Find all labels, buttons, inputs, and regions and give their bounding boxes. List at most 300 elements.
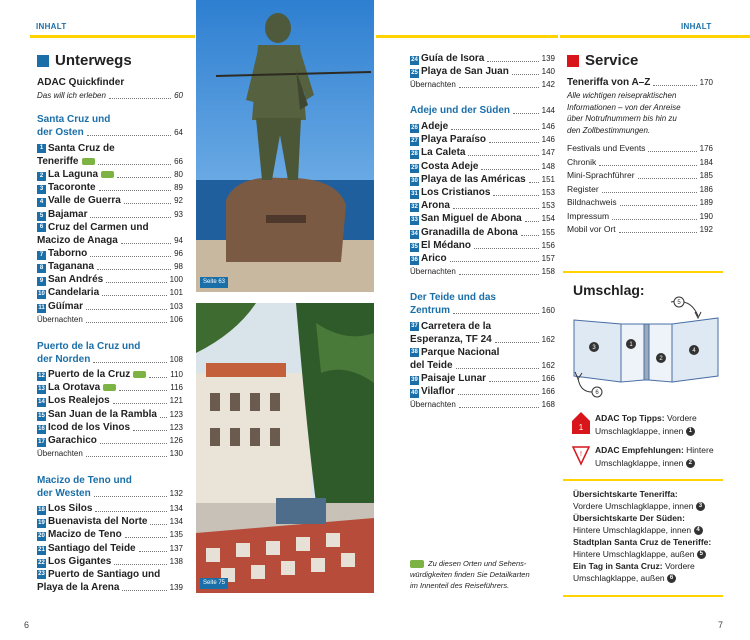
toc-entry[interactable] [37, 221, 183, 247]
entry-number: 12 [38, 373, 45, 379]
page-number: 189 [699, 198, 713, 207]
entry-number: 18 [38, 507, 45, 513]
page-number: 157 [541, 254, 555, 263]
header-rule-middle [376, 35, 558, 38]
entry-number: 1 [37, 144, 46, 153]
maps-list [573, 488, 723, 584]
red-square-icon [567, 55, 579, 67]
dot-leader [453, 208, 539, 209]
page-number: 184 [699, 157, 713, 167]
service-entry[interactable] [567, 196, 713, 209]
page-number: 166 [541, 374, 555, 383]
toc-entry[interactable] [410, 252, 555, 265]
toc-entry[interactable] [37, 408, 183, 421]
page-number: 185 [699, 171, 713, 180]
entry-label: Carretera de la [421, 321, 492, 332]
entry-number: 19 [38, 520, 45, 527]
entry-label: La Orotava [48, 382, 101, 394]
entry-number: 5 [37, 212, 46, 221]
az-row[interactable]: Teneriffa von A–Z 170 [567, 77, 713, 88]
section-title-text: Service [585, 52, 639, 69]
entry-number: 31 [411, 191, 418, 197]
dot-leader [468, 155, 538, 156]
page-number: 168 [541, 400, 555, 410]
dot-leader [459, 87, 539, 88]
service-entry[interactable] [567, 142, 713, 155]
page-number: 140 [541, 67, 555, 77]
entry-label: Güímar [48, 300, 84, 312]
quickfinder-title: ADAC Quickfinder [37, 77, 125, 88]
dot-leader [102, 295, 167, 296]
overview-row[interactable] [410, 79, 555, 91]
page-number: 130 [169, 449, 183, 459]
entry-label: Santa Cruz de [48, 143, 115, 154]
entry-label: Macizo de Anaga [37, 234, 118, 246]
page-number: 137 [169, 543, 183, 553]
page-number: 110 [170, 370, 183, 379]
right-divider-3 [563, 595, 723, 597]
header-rule-left [30, 35, 195, 38]
page-number-left: 6 [24, 620, 30, 630]
page-number: 66 [174, 157, 183, 166]
dot-leader [95, 511, 166, 512]
service-label: Register [567, 183, 599, 194]
dot-leader [450, 261, 539, 262]
photo-badge-top: Seite 63 [200, 277, 228, 288]
toc-entry[interactable] [37, 273, 183, 286]
dot-leader [100, 443, 167, 444]
toc-entry[interactable] [37, 368, 183, 381]
page-number: 123 [169, 422, 183, 432]
az-description: Alle wichtigen reisepraktischen Informationen – von der Anreise über Notrufnummern bis hin zu den Zollbestimmungen. [567, 91, 681, 135]
page-number: 126 [169, 436, 183, 445]
page-number: 148 [541, 161, 555, 171]
toc-entry[interactable] [37, 260, 183, 273]
section-title-unterwegs [37, 52, 132, 69]
header-label-left: INHALT [36, 22, 67, 31]
dot-leader [612, 219, 697, 220]
entry-label: San Juan de la Rambla [48, 408, 157, 420]
section-title-service [567, 52, 638, 69]
page-number: 89 [174, 183, 183, 193]
entry-label: Buenavista del Norte [48, 516, 148, 528]
overview-label: Übernachten [410, 400, 456, 410]
page-number: 116 [170, 383, 183, 393]
dot-leader [119, 390, 167, 391]
service-entry[interactable] [567, 169, 713, 182]
photo-badge-bottom: Seite 75 [200, 578, 228, 589]
dot-leader [529, 182, 539, 183]
dot-leader [451, 129, 538, 130]
section-title-text: Unterwegs [55, 52, 132, 69]
entry-label: Los Gigantes [48, 555, 112, 567]
service-entry[interactable] [567, 210, 713, 223]
toc-entry[interactable] [410, 372, 555, 385]
entry-number: 39 [411, 377, 418, 383]
toc-entry[interactable] [37, 381, 183, 394]
dot-leader [456, 368, 539, 369]
toc-entry[interactable] [37, 142, 183, 168]
toc-entry[interactable] [410, 160, 555, 173]
page-number: 153 [541, 188, 555, 197]
header-label-right: INHALT [681, 22, 712, 31]
toc-entry[interactable] [37, 394, 183, 407]
entry-number: 24 [411, 57, 418, 63]
dot-leader [619, 232, 697, 233]
map-row-teneriffa[interactable]: Übersichtskarte Teneriffa: Vordere Umschlagklappe, innen 3 [573, 488, 723, 512]
entry-label: El Médano [421, 239, 472, 251]
toc-entry[interactable] [410, 173, 555, 186]
toc-entry[interactable] [410, 212, 555, 225]
statue-image [196, 0, 374, 292]
entry-number: 23 [38, 570, 45, 577]
entry-number: 15 [38, 412, 45, 419]
page-number: 93 [174, 209, 183, 219]
entry-label: Los Silos [48, 503, 93, 514]
map-icon [103, 384, 116, 391]
svg-text:!: ! [580, 451, 582, 458]
entry-number: 2 [37, 172, 46, 181]
dot-leader [117, 177, 171, 178]
entry-number: 16 [38, 425, 45, 432]
dot-leader [459, 407, 539, 408]
service-label: Impressum [567, 210, 610, 221]
page-number: 134 [169, 517, 183, 527]
toc-entry[interactable] [410, 239, 555, 252]
page-number: 134 [169, 504, 183, 513]
entry-label: Arona [421, 200, 450, 212]
page-number: 186 [699, 184, 713, 194]
plaza-image [196, 303, 374, 593]
entry-label: Valle de Guerra [48, 195, 121, 207]
map-icon [410, 560, 424, 568]
toc-entry[interactable] [37, 300, 183, 313]
toc-entry[interactable] [410, 133, 555, 146]
cover-diagram [566, 292, 726, 402]
map-icon [101, 171, 114, 178]
dot-leader [489, 381, 539, 382]
toc-entry[interactable] [37, 542, 183, 555]
dot-leader [493, 195, 538, 196]
toc-entry[interactable] [37, 194, 183, 207]
entry-number: 26 [411, 125, 418, 131]
entry-label: Cruz del Carmen und [48, 221, 149, 233]
dot-leader [124, 203, 171, 204]
toc-entry[interactable] [410, 346, 555, 372]
toc-entry[interactable] [37, 555, 183, 568]
recommendation-icon [572, 444, 590, 466]
dot-leader [487, 61, 538, 62]
entry-number: 25 [411, 70, 418, 77]
toc-entry[interactable] [37, 515, 183, 528]
entry-label: Macizo de Teno [48, 529, 122, 541]
dot-leader [114, 564, 166, 565]
entry-label: Playa de San Juan [421, 66, 509, 78]
page-number: 162 [541, 335, 555, 344]
entry-label: Los Realejos [48, 395, 110, 407]
overview-label: Übernachten [37, 314, 83, 324]
page-number: 151 [541, 174, 555, 184]
entry-number: 32 [411, 204, 418, 211]
dot-leader [495, 342, 539, 343]
dot-leader [458, 394, 539, 395]
toc-entry[interactable] [37, 421, 183, 434]
dot-leader [90, 217, 171, 218]
entry-label: Granadilla de Abona [421, 226, 518, 238]
entry-number: 9 [37, 277, 46, 286]
entry-number: 3 [37, 185, 46, 194]
dot-leader [99, 190, 171, 191]
toc-entry[interactable] [410, 65, 555, 78]
dot-leader [638, 178, 697, 179]
overview-row[interactable] [37, 448, 183, 460]
entry-label: Icod de los Vinos [48, 421, 131, 433]
entry-number: 30 [411, 177, 418, 184]
service-label: Chronik [567, 156, 597, 167]
dot-leader [521, 235, 539, 236]
page-number: 146 [541, 135, 555, 145]
overview-row[interactable] [37, 314, 183, 326]
entry-number: 22 [38, 559, 45, 566]
entry-label: Paisaje Lunar [421, 373, 487, 384]
group-title-teide[interactable]: Der Teide und das Zentrum 160 [410, 292, 555, 316]
toc-entry[interactable] [37, 528, 183, 541]
page-number: 192 [699, 225, 713, 234]
dot-leader [489, 142, 539, 143]
dot-leader [106, 282, 166, 283]
entry-number: 10 [38, 291, 45, 298]
right-divider-1 [563, 271, 723, 273]
overview-label: Übernachten [410, 80, 456, 90]
entry-label: Teneriffe [37, 156, 79, 167]
entry-label: San Andrés [48, 274, 104, 286]
overview-row[interactable] [410, 399, 555, 411]
entry-label: Esperanza, TF 24 [410, 334, 492, 345]
page-number: 100 [169, 275, 183, 285]
blue-square-icon [37, 55, 49, 67]
toc-entry[interactable] [410, 226, 555, 239]
entry-label: Vilaflor [421, 386, 455, 398]
service-entry[interactable] [567, 223, 713, 236]
photo-plaza [196, 303, 374, 593]
dot-leader [125, 537, 167, 538]
entry-label: Playa de la Arena [37, 582, 120, 593]
service-entry[interactable] [567, 183, 713, 196]
page-number: 121 [169, 396, 183, 406]
entry-label: San Miguel de Abona [421, 213, 522, 225]
dot-leader [459, 274, 539, 275]
page-number: 106 [169, 314, 183, 324]
toc-entry[interactable] [37, 568, 183, 594]
page-number: 138 [169, 556, 183, 566]
dot-leader [602, 192, 697, 193]
dot-leader [90, 256, 171, 257]
toc-entry[interactable] [410, 320, 555, 346]
recommendations-row[interactable]: ADAC Empfehlungen: Hintere Umschlagklappe, innen 2 [595, 445, 714, 468]
group-title-teno[interactable]: Macizo de Teno und der Westen 132 [37, 475, 183, 499]
dot-leader [474, 248, 539, 249]
map-row-tag[interactable]: Ein Tag in Santa Cruz: Vordere Umschlagklappe, außen 6 [573, 561, 695, 583]
toc-entry[interactable] [37, 286, 183, 299]
entry-label: Taborno [48, 247, 88, 259]
map-icon [133, 371, 146, 378]
dot-leader [98, 164, 172, 165]
entry-number: 36 [411, 257, 418, 263]
overview-row[interactable] [410, 266, 555, 278]
page-number: 80 [174, 170, 183, 179]
group-title-santa-cruz[interactable]: Santa Cruz und der Osten 64 [37, 114, 183, 138]
dot-leader [150, 524, 166, 525]
toc-entry[interactable] [37, 434, 183, 447]
dot-leader [620, 205, 697, 206]
entry-label: Playa de las Américas [421, 173, 526, 185]
toc-entry[interactable] [410, 385, 555, 398]
entry-label: La Laguna [48, 169, 99, 180]
page-number: 123 [169, 409, 183, 419]
dot-leader [648, 151, 696, 152]
page-number: 101 [169, 288, 183, 298]
toc-entry[interactable] [37, 208, 183, 221]
diagram-num-2: 2 [659, 356, 663, 362]
page-number: 96 [174, 248, 183, 258]
overview-label: Übernachten [37, 449, 83, 459]
service-entry[interactable] [567, 156, 713, 169]
page-number: 176 [699, 144, 713, 153]
dot-leader [160, 417, 167, 418]
dot-leader [86, 456, 167, 457]
service-label: Mini-Sprachführer [567, 170, 635, 180]
dot-leader [599, 165, 696, 166]
entry-number: 37 [411, 322, 418, 329]
entry-label: Puerto de la Cruz [48, 369, 131, 380]
entry-number: 34 [411, 230, 418, 237]
entry-number: 21 [38, 546, 45, 553]
entry-label: Garachico [48, 435, 97, 446]
page-number: 139 [169, 583, 183, 592]
toc-entry[interactable] [410, 146, 555, 159]
dot-leader [122, 590, 166, 591]
entry-label: Costa Adeje [421, 160, 479, 172]
service-label: Festivals und Events [567, 143, 646, 153]
entry-number: 35 [411, 243, 418, 250]
entry-label: Arico [421, 253, 447, 264]
page-number: 166 [541, 387, 555, 397]
quickfinder-row[interactable]: Das will ich erleben 60 [37, 91, 183, 100]
page-number: 154 [541, 214, 555, 224]
entry-label: Bajamar [48, 208, 88, 220]
toc-entry[interactable] [37, 181, 183, 194]
page-number: 153 [541, 201, 555, 211]
service-label: Mobil vor Ort [567, 224, 616, 234]
map-row-sueden[interactable]: Übersichtskarte Der Süden: Hintere Umschlagklappe, innen 4 [573, 512, 723, 536]
page-number: 162 [541, 361, 555, 370]
entry-label: Adeje [421, 121, 449, 132]
entry-number: 17 [38, 439, 45, 445]
group-title-adeje[interactable]: Adeje und der Süden 144 [410, 105, 555, 116]
dot-leader [121, 243, 171, 244]
entry-label: La Caleta [421, 147, 466, 159]
entry-label: Taganana [48, 261, 94, 272]
page-number: 142 [541, 80, 555, 90]
page-number: 135 [169, 530, 183, 540]
entry-number: 4 [37, 198, 46, 207]
toc-entry[interactable] [37, 168, 183, 181]
entry-label: Playa Paraíso [421, 134, 487, 146]
toc-entry[interactable] [37, 502, 183, 515]
map-note: Zu diesen Orten und Sehens- würdigkeiten finden Sie Detailkarten im Innenteil des Reiseführers. [410, 559, 530, 590]
dot-leader [149, 377, 167, 378]
dot-leader [139, 551, 167, 552]
top-tip-icon [572, 412, 590, 434]
page-number: 103 [169, 301, 183, 311]
group-title-puerto[interactable]: Puerto de la Cruz und der Norden 108 [37, 341, 183, 365]
diagram-num-3: 3 [592, 345, 596, 351]
dot-leader [113, 403, 167, 404]
page-number: 155 [541, 227, 555, 237]
toc-entry[interactable] [410, 199, 555, 212]
entry-number: 13 [38, 386, 45, 393]
photo-statue [196, 0, 374, 292]
page-number: 146 [541, 122, 555, 131]
entry-number: 20 [38, 533, 45, 540]
diagram-num-6: 6 [595, 390, 599, 396]
right-divider-2 [563, 479, 723, 481]
page-number: 156 [541, 240, 555, 250]
page-number: 190 [699, 211, 713, 221]
entry-number: 27 [411, 138, 418, 145]
page-number-right: 7 [718, 620, 724, 630]
entry-label: Los Cristianos [421, 187, 491, 198]
toc-entry[interactable] [410, 52, 555, 65]
entry-label: Candelaria [48, 287, 100, 299]
page-number: 92 [174, 196, 183, 206]
entry-number: 40 [411, 390, 418, 397]
dot-leader [97, 269, 171, 270]
entry-label: Parque Nacional [421, 347, 500, 358]
entry-number: 6 [37, 223, 46, 232]
entry-number: 7 [37, 251, 46, 260]
service-label: Bildnachweis [567, 197, 617, 207]
entry-number: 8 [37, 264, 46, 273]
dot-leader [133, 430, 167, 431]
diagram-num-5: 5 [677, 300, 681, 306]
toc-entry[interactable] [410, 120, 555, 133]
header-rule-right [560, 35, 750, 38]
diagram-num-4: 4 [692, 348, 696, 354]
entry-label: Guía de Isora [421, 53, 485, 64]
dot-leader [512, 74, 539, 75]
cover-title: Umschlag: [573, 282, 645, 298]
entry-label: Tacoronte [48, 182, 96, 194]
entry-number: 11 [38, 304, 45, 311]
entry-number: 38 [411, 348, 418, 355]
dot-leader [86, 322, 167, 323]
entry-number: 29 [411, 164, 418, 171]
entry-number: 14 [38, 399, 45, 406]
entry-number: 28 [411, 151, 418, 158]
dot-leader [525, 221, 539, 222]
entry-label: Puerto de Santiago und [48, 569, 161, 580]
diagram-num-1: 1 [629, 342, 633, 348]
dot-leader [86, 309, 167, 310]
page-number: 94 [174, 235, 183, 245]
page-number: 98 [174, 262, 183, 271]
top-tips-row[interactable]: ADAC Top Tipps: Vordere Umschlagklappe, innen 1 [595, 413, 697, 436]
toc-entry[interactable] [410, 186, 555, 199]
map-row-stadtplan[interactable]: Stadtplan Santa Cruz de Teneriffe: Hintere Umschlagklappe, außen 5 [573, 537, 712, 559]
toc-entry[interactable] [37, 247, 183, 260]
page-number: 158 [541, 267, 555, 277]
